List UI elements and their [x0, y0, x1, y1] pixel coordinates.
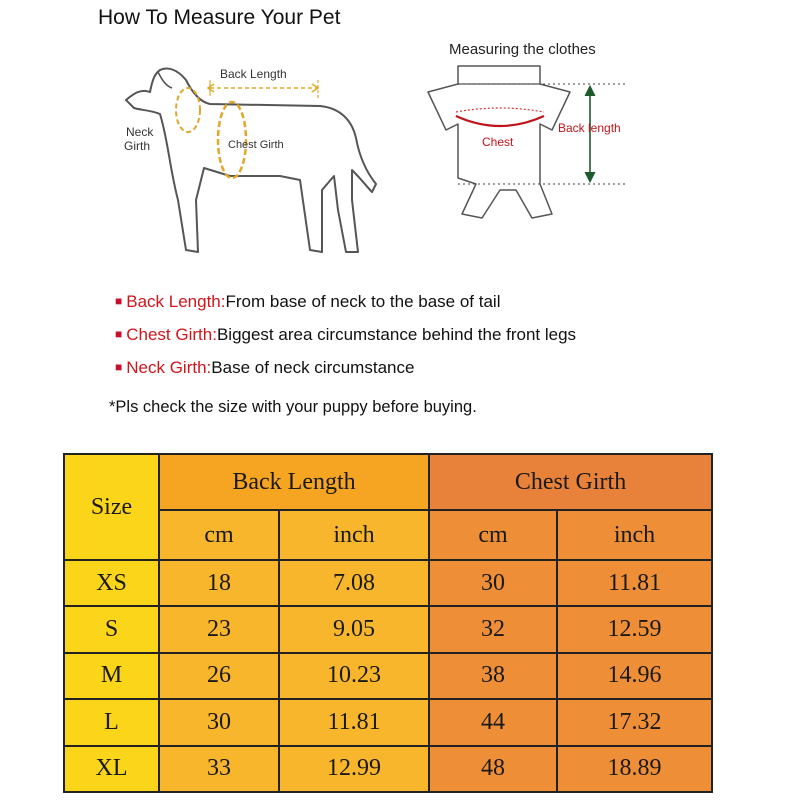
back-cm-cell: 26	[159, 653, 279, 699]
bullet-icon: ■	[115, 327, 123, 341]
chest-cm-cell: 32	[429, 606, 557, 652]
neck-girth-label-2: Girth	[124, 139, 151, 153]
chest-girth-label: Chest Girth	[228, 139, 284, 151]
back-cm-cell: 33	[159, 746, 279, 792]
table-row	[64, 606, 712, 652]
unit-header-cm: cm	[159, 510, 279, 560]
table-row	[64, 560, 712, 606]
definition-chest-girth	[115, 319, 576, 352]
measurement-definitions	[115, 286, 576, 385]
back-cm-cell: 23	[159, 606, 279, 652]
table-unit-row	[64, 510, 712, 560]
back-inch-cell: 11.81	[279, 699, 429, 745]
size-check-note: *Pls check the size with your puppy before buying.	[109, 398, 477, 416]
back-inch-cell: 9.05	[279, 606, 429, 652]
dog-illustration	[124, 67, 376, 252]
neck-girth-label-1: Neck	[126, 125, 154, 139]
page-title: How To Measure Your Pet	[98, 6, 341, 29]
back-length-label: Back Length	[220, 67, 287, 81]
unit-header-inch: inch	[279, 510, 429, 560]
chest-girth-header: Chest Girth	[429, 454, 712, 510]
back-inch-cell: 7.08	[279, 560, 429, 606]
clothes-chest-label: Chest	[482, 135, 514, 149]
chest-cm-cell: 48	[429, 746, 557, 792]
size-cell: XS	[64, 560, 159, 606]
measurement-diagram	[0, 0, 800, 280]
unit-header-inch: inch	[557, 510, 712, 560]
bullet-icon: ■	[115, 360, 123, 374]
back-cm-cell: 18	[159, 560, 279, 606]
clothes-back-length-label: Back length	[558, 121, 621, 135]
back-inch-cell: 10.23	[279, 653, 429, 699]
back-inch-cell: 12.99	[279, 746, 429, 792]
size-chart-table	[63, 453, 713, 793]
table-row	[64, 699, 712, 745]
size-cell: M	[64, 653, 159, 699]
definition-neck-girth	[115, 352, 576, 385]
definition-desc: Biggest area circumstance behind the front legs	[216, 325, 577, 344]
definition-term: Chest Girth:	[126, 325, 217, 344]
definition-term: Back Length:	[126, 292, 226, 311]
clothes-heading: Measuring the clothes	[449, 41, 596, 58]
size-cell: XL	[64, 746, 159, 792]
unit-header-cm: cm	[429, 510, 557, 560]
size-header: Size	[64, 454, 159, 560]
table-row	[64, 653, 712, 699]
chest-cm-cell: 38	[429, 653, 557, 699]
definition-back-length	[115, 286, 576, 319]
chest-cm-cell: 44	[429, 699, 557, 745]
chest-inch-cell: 18.89	[557, 746, 712, 792]
chest-inch-cell: 12.59	[557, 606, 712, 652]
size-cell: L	[64, 699, 159, 745]
clothes-illustration	[428, 41, 628, 218]
chest-cm-cell: 30	[429, 560, 557, 606]
definition-desc: From base of neck to the base of tail	[225, 292, 501, 311]
definition-desc: Base of neck circumstance	[211, 358, 415, 377]
size-cell: S	[64, 606, 159, 652]
table-header-row	[64, 454, 712, 510]
table-row	[64, 746, 712, 792]
chest-inch-cell: 11.81	[557, 560, 712, 606]
back-length-header: Back Length	[159, 454, 429, 510]
back-cm-cell: 30	[159, 699, 279, 745]
chest-inch-cell: 14.96	[557, 653, 712, 699]
bullet-icon: ■	[115, 294, 123, 308]
definition-term: Neck Girth:	[126, 358, 212, 377]
dog-silhouette	[126, 68, 376, 252]
chest-inch-cell: 17.32	[557, 699, 712, 745]
